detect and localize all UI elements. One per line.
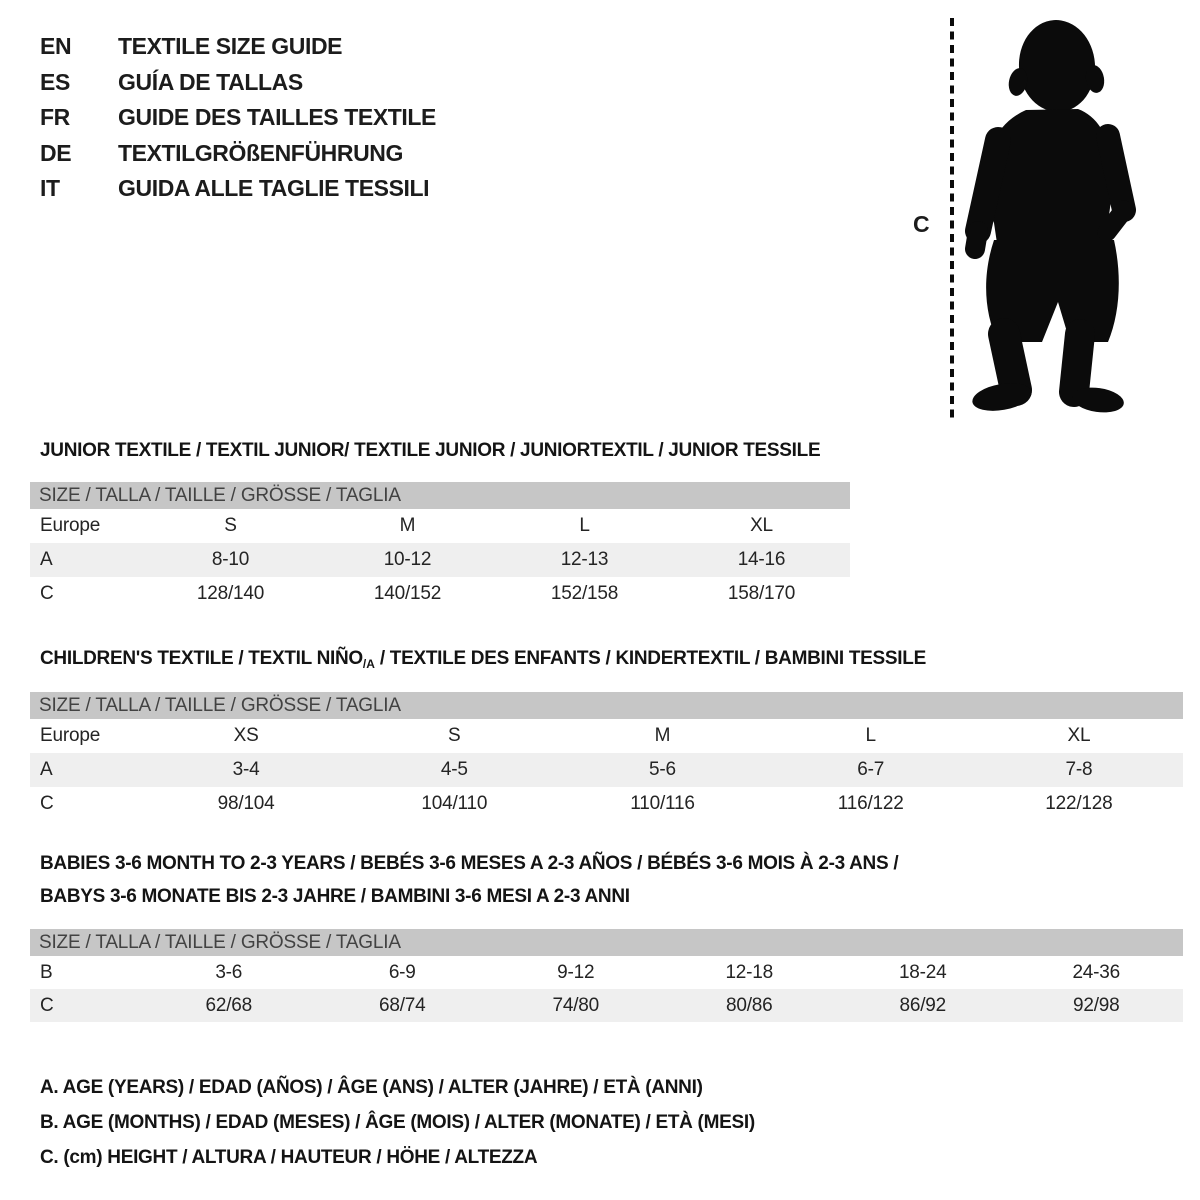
table-cell: 5-6 — [649, 759, 676, 780]
table-cell: 6-7 — [857, 759, 885, 780]
table-cell: 4-5 — [440, 759, 468, 780]
table-row — [30, 956, 1183, 989]
table-cell: L — [579, 515, 590, 536]
table-row — [30, 989, 1183, 1022]
table-cell: 12-13 — [560, 549, 609, 570]
language-row — [40, 100, 436, 136]
table-cell: 7-8 — [1065, 759, 1093, 780]
table-cell: 12-18 — [725, 961, 774, 983]
row-label: A — [40, 759, 53, 780]
size-header-bar — [30, 692, 1183, 719]
language-row — [40, 171, 436, 207]
language-row — [40, 65, 436, 101]
table-row — [30, 543, 850, 577]
table-cell: 14-16 — [737, 549, 786, 570]
section-title — [40, 434, 820, 467]
section-title-line — [40, 642, 926, 681]
row-label: B — [40, 961, 53, 983]
table-cell: S — [448, 725, 461, 746]
section-title-line: BABIES 3-6 MONTH TO 2-3 YEARS / BEBÉS 3-6 MESES A 2-3 AÑOS / BÉBÉS 3-6 MOIS À 2-3 ANS / — [40, 853, 899, 874]
table-cell: 104/110 — [421, 793, 488, 814]
language-code: EN — [40, 33, 72, 60]
size-header-label: SIZE / TALLA / TAILLE / GRÖSSE / TAGLIA — [39, 694, 401, 716]
table-cell: 10-12 — [383, 549, 432, 570]
language-code: ES — [40, 68, 70, 95]
table-cell: 80/86 — [725, 994, 773, 1016]
legend-line: B. AGE (MONTHS) / EDAD (MESES) / ÂGE (MOIS) / ALTER (MONATE) / ETÀ (MESI) — [40, 1112, 755, 1133]
table-cell: 140/152 — [373, 583, 442, 604]
section-title-part: / TEXTILE DES ENFANTS / KINDERTEXTIL / BAMBINI TESSILE — [374, 648, 926, 669]
language-title: TEXTILE SIZE GUIDE — [118, 33, 343, 60]
table-cell: 152/158 — [550, 583, 619, 604]
table-cell: XL — [750, 515, 773, 536]
table-row — [30, 577, 850, 611]
language-title: TEXTILGRÖßENFÜHRUNG — [118, 139, 403, 166]
row-label: C — [40, 994, 54, 1016]
section-title-line: BABYS 3-6 MONATE BIS 2-3 JAHRE / BAMBINI 3-6 MESI A 2-3 ANNI — [40, 886, 630, 907]
table-cell: 92/98 — [1072, 994, 1120, 1016]
table-cell: 110/116 — [630, 793, 695, 814]
table-cell: L — [865, 725, 876, 746]
table-row — [30, 509, 850, 543]
section-title-line: JUNIOR TEXTILE / TEXTIL JUNIOR/ TEXTILE JUNIOR / JUNIORTEXTIL / JUNIOR TESSILE — [40, 440, 821, 461]
table-cell: S — [224, 515, 237, 536]
table-cell: M — [399, 515, 416, 536]
table-cell: XS — [233, 725, 259, 746]
section-title-part: /A — [362, 657, 375, 671]
table-cell: 3-6 — [215, 961, 243, 983]
language-title: GUIDE DES TAILLES TEXTILE — [118, 104, 436, 131]
row-label: C — [40, 583, 54, 604]
table-row — [30, 753, 1183, 787]
table-cell: 18-24 — [898, 961, 947, 983]
section-title-part: CHILDREN'S TEXTILE / TEXTIL NIÑO — [40, 648, 363, 669]
language-row — [40, 136, 436, 172]
table-cell: 62/68 — [205, 994, 253, 1016]
table-cell: 128/140 — [196, 583, 265, 604]
table-cell: 3-4 — [232, 759, 260, 780]
table-cell: 9-12 — [557, 961, 595, 983]
size-header-label: SIZE / TALLA / TAILLE / GRÖSSE / TAGLIA — [39, 484, 401, 506]
legend-line: C. (cm) HEIGHT / ALTURA / HAUTEUR / HÖHE / ALTEZZA — [40, 1147, 538, 1168]
table-row — [30, 787, 1183, 821]
table-cell: 86/92 — [899, 994, 947, 1016]
table-cell: 68/74 — [378, 994, 426, 1016]
table-cell: 98/104 — [217, 793, 275, 814]
size-header-bar — [30, 482, 850, 509]
table-cell: 6-9 — [388, 961, 416, 983]
language-title-list — [40, 29, 436, 207]
height-measure-figure — [900, 12, 1150, 424]
table-cell: 24-36 — [1072, 961, 1121, 983]
table-cell: M — [654, 725, 671, 746]
section-title — [40, 642, 926, 681]
language-row — [40, 29, 436, 65]
height-measure-label: C — [913, 211, 930, 237]
row-label: A — [40, 549, 53, 570]
language-code: FR — [40, 104, 70, 131]
language-code: DE — [40, 139, 72, 166]
row-label: Europe — [40, 725, 101, 746]
section-title — [40, 847, 898, 913]
row-label: Europe — [40, 515, 101, 536]
table-cell: 158/170 — [727, 583, 796, 604]
table-cell: 122/128 — [1045, 793, 1113, 814]
row-label: C — [40, 793, 54, 814]
table-cell: 116/122 — [837, 793, 904, 814]
table-cell: 8-10 — [211, 549, 250, 570]
table-cell: 74/80 — [552, 994, 600, 1016]
measurement-legend — [40, 1070, 755, 1175]
legend-line: A. AGE (YEARS) / EDAD (AÑOS) / ÂGE (ANS) / ALTER (JAHRE) / ETÀ (ANNI) — [40, 1077, 703, 1098]
toddler-silhouette — [970, 17, 1125, 415]
size-header-label: SIZE / TALLA / TAILLE / GRÖSSE / TAGLIA — [39, 931, 401, 953]
table-cell: XL — [1067, 725, 1091, 746]
size-header-bar — [30, 929, 1183, 956]
language-title: GUÍA DE TALLAS — [118, 68, 303, 95]
table-row — [30, 719, 1183, 753]
language-code: IT — [40, 175, 60, 202]
language-title: GUIDA ALLE TAGLIE TESSILI — [118, 175, 430, 202]
